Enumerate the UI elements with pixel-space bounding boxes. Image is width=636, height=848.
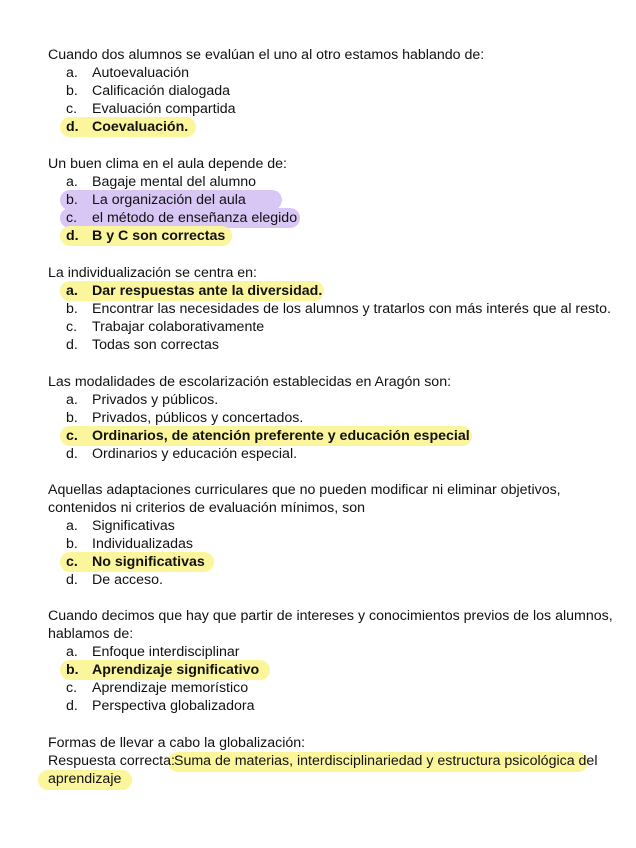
prompt-line: Aquellas adaptaciones curriculares que no pueden modificar ni eliminar objetivos, (48, 482, 561, 498)
prompt-line: Formas de llevar a cabo la globalización: (48, 735, 306, 751)
answer-text-line2: aprendizaje (48, 771, 122, 787)
q6-option-a: a. Enfoque interdisciplinar (66, 644, 240, 660)
q5-option-c-correct: c. No significativas (66, 554, 205, 570)
question-7-prompt (48, 734, 305, 752)
prompt-line: contenidos ni criterios de evaluación mínimos, son (48, 500, 366, 516)
prompt-line: hablamos de: (48, 626, 134, 642)
q3-option-b: b. Encontrar las necesidades de los alumnos y tratarlos con más interés que al resto. (66, 301, 611, 317)
q6-option-b-correct: b. Aprendizaje significativo (66, 662, 260, 678)
q5-option-b: b. Individualizadas (66, 536, 193, 552)
question-4-prompt (48, 373, 451, 391)
q4-option-c-correct: c. Ordinarios, de atención preferente y educación especial (66, 428, 470, 444)
question-6-prompt (48, 607, 613, 643)
q5-option-a: a. Significativas (66, 518, 175, 534)
q2-option-d-correct: d. B y C son correctas (66, 228, 226, 244)
q2-option-b: b. La organización del aula (66, 192, 246, 208)
q4-option-d: d. Ordinarios y educación especial. (66, 446, 298, 462)
q6-option-d: d. Perspectiva globalizadora (66, 698, 255, 714)
prompt-line: La individualización se centra en: (48, 265, 258, 281)
q3-option-c: c. Trabajar colaborativamente (66, 319, 265, 335)
q1-option-c: c. Evaluación compartida (66, 101, 236, 117)
q1-option-b: b. Calificación dialogada (66, 83, 231, 99)
prompt-line: Cuando decimos que hay que partir de intereses y conocimientos previos de los alumnos, (48, 608, 613, 624)
q1-option-a: a. Autoevaluación (66, 65, 190, 81)
answer-text-line1: Suma de materias, interdisciplinariedad y estructura psicológica del (174, 753, 598, 769)
q6-option-c: c. Aprendizaje memorístico (66, 680, 249, 696)
q2-option-a: a. Bagaje mental del alumno (66, 174, 257, 190)
q1-option-d-correct: d. Coevaluación. (66, 119, 189, 135)
prompt-line: Cuando dos alumnos se evalúan el uno al otro estamos hablando de: (48, 47, 485, 63)
q3-option-d: d. Todas son correctas (66, 337, 219, 353)
q3-option-a-correct: a. Dar respuestas ante la diversidad. (66, 283, 323, 299)
q5-option-d: d. De acceso. (66, 572, 163, 588)
prompt-line: Un buen clima en el aula depende de: (48, 156, 287, 172)
q2-option-c: c. el método de enseñanza elegido (66, 210, 298, 226)
prompt-line: Las modalidades de escolarización establecidas en Aragón son: (48, 374, 452, 390)
answer-label: Respuesta correcta: (48, 753, 175, 769)
question-3-prompt (48, 264, 257, 282)
q4-option-b: b. Privados, públicos y concertados. (66, 410, 304, 426)
question-2-prompt (48, 155, 287, 173)
q4-option-a: a. Privados y públicos. (66, 392, 219, 408)
question-5-prompt (48, 481, 561, 517)
question-1-prompt (48, 46, 484, 64)
